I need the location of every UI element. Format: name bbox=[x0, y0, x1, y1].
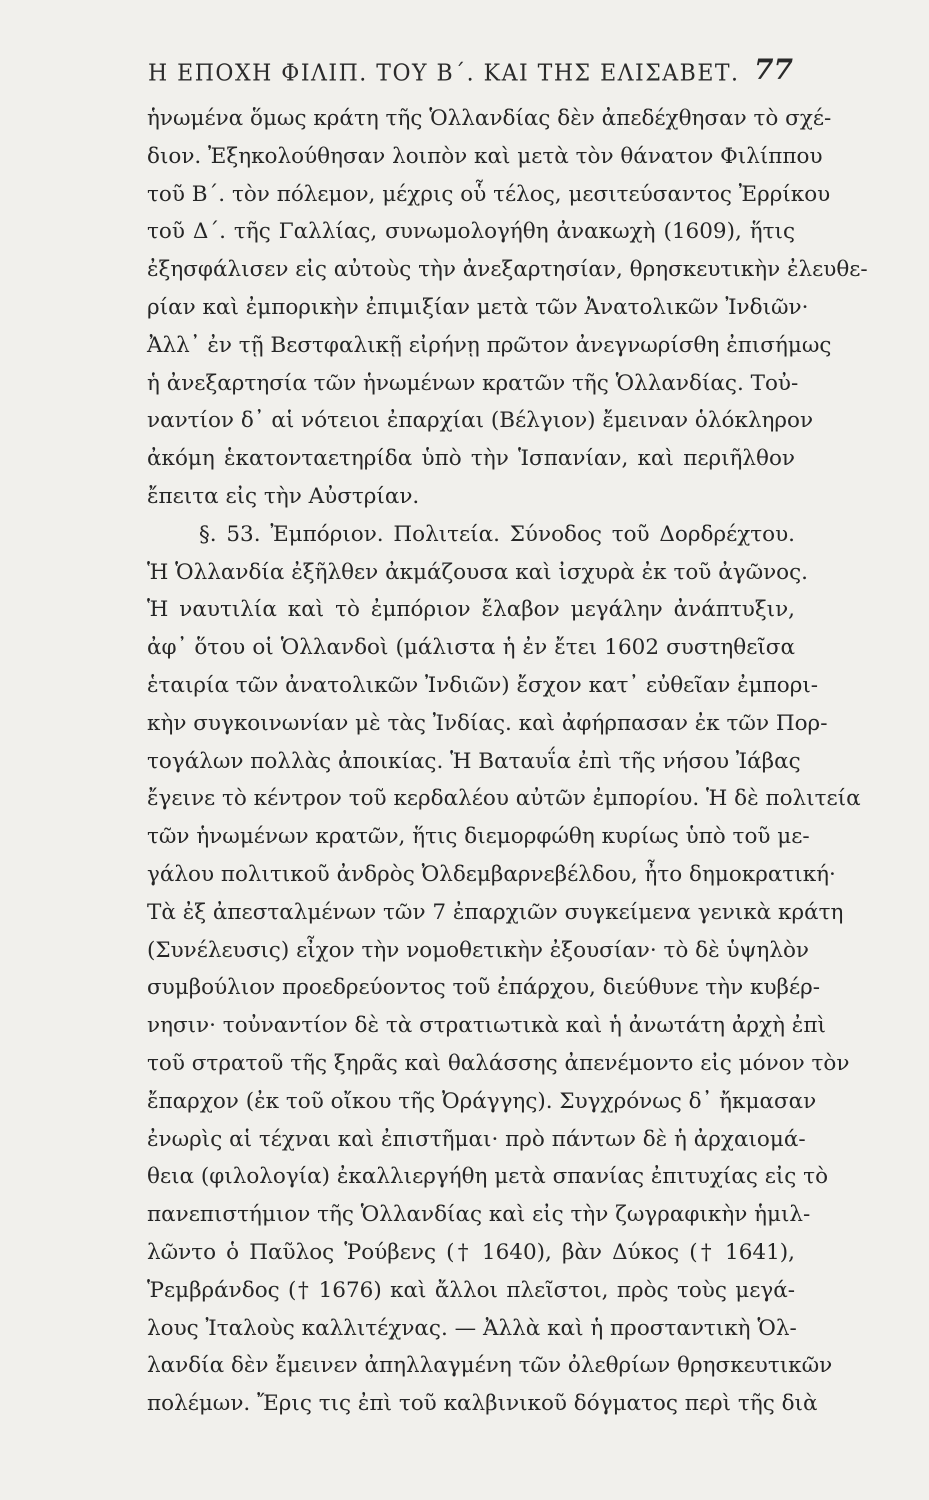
text-line: πολέμων. Ἔρις τις ἐπὶ τοῦ καλβινικοῦ δόγματος περὶ τῆς διὰ bbox=[147, 1391, 818, 1417]
text-line: τογάλων πολλὰς ἀποικίας. Ἡ Βαταυΐα ἐπὶ τῆς νήσου Ἰάβας bbox=[147, 748, 801, 774]
text-line: λῶντο ὁ Παῦλος Ῥούβενς († 1640), βὰν Δύκος († 1641), bbox=[147, 1239, 795, 1265]
text-line: ἀφ᾽ ὅτου οἱ Ὁλλανδοὶ (μάλιστα ἡ ἐν ἔτει 1602 συστηθεῖσα bbox=[147, 635, 795, 661]
text-line: λους Ἰταλοὺς καλλιτέχνας. — Ἀλλὰ καὶ ἡ προσταντικὴ Ὁλ- bbox=[147, 1315, 797, 1341]
text-line: τοῦ Δ΄. τῆς Γαλλίας, συνωμολογήθη ἀνακωχὴ (1609), ἥτις bbox=[147, 219, 795, 245]
text-line: Ῥεμβράνδος († 1676) καὶ ἄλλοι πλεῖστοι, πρὸς τοὺς μεγά- bbox=[147, 1277, 795, 1303]
section-heading: §. 53. Ἐμπόριον. Πολιτεία. Σύνοδος τοῦ Δορδρέχτου. bbox=[199, 521, 795, 547]
text-line: θεια (φιλολογία) ἐκαλλιεργήθη μετὰ σπανίας ἐπιτυχίας εἰς τὸ bbox=[147, 1164, 829, 1190]
text-line: ρίαν καὶ ἐμπορικὴν ἐπιμιξίαν μετὰ τῶν Ἀνατολικῶν Ἰνδιῶν· bbox=[147, 294, 809, 320]
text-line: κὴν συγκοινωνίαν μὲ τὰς Ἰνδίας. καὶ ἀφήρπασαν ἐκ τῶν Πορ- bbox=[147, 710, 828, 736]
text-line: Ἡ ναυτιλία καὶ τὸ ἐμπόριον ἔλαβον μεγάλην ἀνάπτυξιν, bbox=[147, 597, 795, 623]
text-line: συμβούλιον προεδρεύοντος τοῦ ἐπάρχου, διεύθυνε τὴν κυβέρ- bbox=[147, 975, 821, 1001]
text-line: ἀκόμη ἑκατονταετηρίδα ὑπὸ τὴν Ἱσπανίαν, καὶ περιῆλθον bbox=[147, 446, 795, 472]
text-line: Ἡ Ὁλλανδία ἐξῆλθεν ἀκμάζουσα καὶ ἰσχυρὰ ἐκ τοῦ ἀγῶνος. bbox=[147, 559, 808, 585]
text-line: πανεπιστήμιον τῆς Ὁλλανδίας καὶ εἰς τὴν ζωγραφικὴν ἡμιλ- bbox=[147, 1202, 811, 1228]
text-line: γάλου πολιτικοῦ ἀνδρὸς Ὀλδεμβαρνεβέλδου, ἦτο δημοκρατική· bbox=[147, 861, 836, 887]
text-line: νησιν· τοὐναντίον δὲ τὰ στρατιωτικὰ καὶ ἡ ἀνωτάτη ἀρχὴ ἐπὶ bbox=[147, 1013, 826, 1039]
body-text bbox=[147, 100, 868, 1423]
text-line: ἡ ἀνεξαρτησία τῶν ἡνωμένων κρατῶν τῆς Ὁλλανδίας. Τοὐ- bbox=[147, 370, 799, 396]
text-line: διον. Ἐξηκολούθησαν λοιπὸν καὶ μετὰ τὸν θάνατον Φιλίππου bbox=[147, 143, 823, 169]
text-line: ναντίον δ᾽ αἱ νότειοι ἐπαρχίαι (Βέλγιον) ἔμειναν ὁλόκληρον bbox=[147, 408, 814, 434]
text-line: ἔπαρχον (ἐκ τοῦ οἴκου τῆς Ὀράγγης). Συγχρόνως δ᾽ ἤκμασαν bbox=[147, 1088, 817, 1114]
text-line: ἔπειτα εἰς τὴν Αὐστρίαν. bbox=[147, 483, 420, 509]
page-number: 77 bbox=[754, 53, 793, 86]
text-line: ἡνωμένα ὅμως κράτη τῆς Ὁλλανδίας δὲν ἀπεδέχθησαν τὸ σχέ- bbox=[147, 106, 832, 131]
text-line: τοῦ Β΄. τὸν πόλεμον, μέχρις οὗ τέλος, μεσιτεύσαντος Ἐρρίκου bbox=[147, 181, 831, 207]
text-line: Τὰ ἐξ ἀπεσταλμένων τῶν 7 ἐπαρχιῶν συγκείμενα γενικὰ κράτη bbox=[147, 899, 844, 925]
running-title: Η ΕΠΟΧΗ ΦΙΛΙΠ. ΤΟΥ Β΄. ΚΑΙ ΤΗΣ ΕΛΙΣΑΒΕΤ. bbox=[148, 60, 740, 87]
text-line: ἑταιρία τῶν ἀνατολικῶν Ἰνδιῶν) ἔσχον κατ᾽ εὐθεῖαν ἐμπορι- bbox=[147, 672, 819, 698]
text-line: τῶν ἡνωμένων κρατῶν, ἥτις διεμορφώθη κυρίως ὑπὸ τοῦ με- bbox=[147, 824, 810, 850]
text-line: ἐνωρὶς αἱ τέχναι καὶ ἐπιστῆμαι· πρὸ πάντων δὲ ἡ ἀρχαιομά- bbox=[147, 1126, 806, 1152]
text-line: ἔγεινε τὸ κέντρον τοῦ κερδαλέου αὐτῶν ἐμπορίου. Ἡ δὲ πολιτεία bbox=[147, 786, 861, 812]
text-line: τοῦ στρατοῦ τῆς ξηρᾶς καὶ θαλάσσης ἀπενέμοντο εἰς μόνον τὸν bbox=[147, 1050, 850, 1076]
text-line: (Συνέλευσις) εἶχον τὴν νομοθετικὴν ἐξουσίαν· τὸ δὲ ὑψηλὸν bbox=[147, 937, 809, 963]
text-line: Ἀλλ᾽ ἐν τῇ Βεστφαλικῇ εἰρήνῃ πρῶτον ἀνεγνωρίσθη ἐπισήμως bbox=[147, 332, 832, 358]
text-line: λανδία δὲν ἔμεινεν ἀπηλλαγμένη τῶν ὀλεθρίων θρησκευτικῶν bbox=[147, 1353, 833, 1379]
text-line: ἐξησφάλισεν εἰς αὐτοὺς τὴν ἀνεξαρτησίαν, θρησκευτικὴν ἐλευθε- bbox=[147, 257, 868, 283]
running-head bbox=[148, 46, 793, 86]
